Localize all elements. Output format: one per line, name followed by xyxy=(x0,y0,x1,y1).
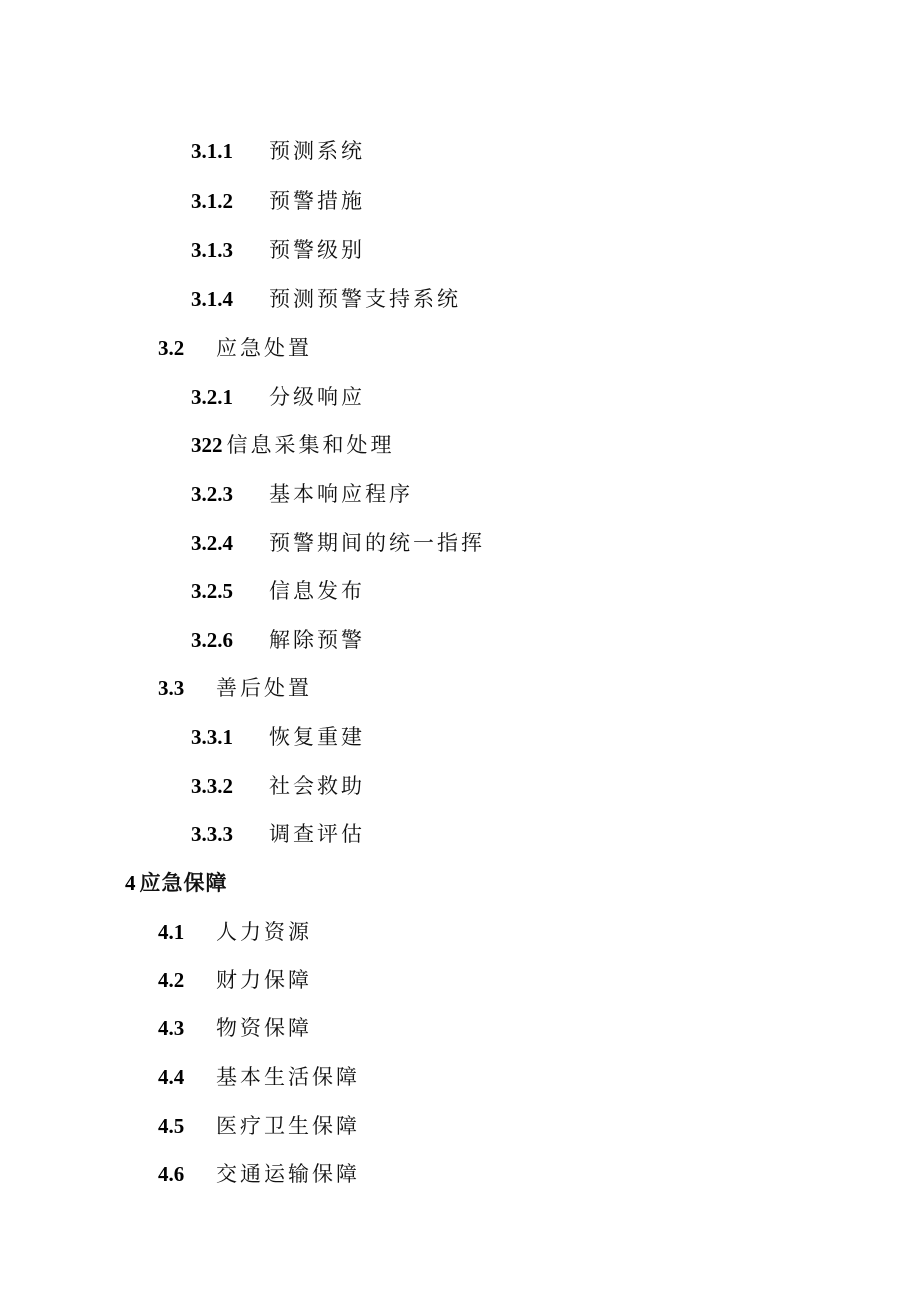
toc-item-title: 人力资源 xyxy=(216,920,312,944)
toc-item-4-3 xyxy=(158,1013,312,1043)
toc-item-title: 应急保障 xyxy=(139,871,228,895)
toc-item-4 xyxy=(125,868,228,898)
toc-item-number: 3.1.3 xyxy=(191,238,233,262)
toc-item-number: 4.2 xyxy=(158,968,185,992)
toc-item-3-2-3 xyxy=(191,479,413,509)
toc-item-number: 3.2.6 xyxy=(191,628,233,652)
toc-item-4-6 xyxy=(158,1159,360,1189)
toc-item-number: 4.1 xyxy=(158,920,185,944)
toc-item-title: 社会救助 xyxy=(269,774,365,798)
toc-item-4-4 xyxy=(158,1062,360,1092)
toc-item-3-3 xyxy=(158,673,312,703)
toc-item-number: 3.3.2 xyxy=(191,774,233,798)
toc-item-4-5 xyxy=(158,1111,360,1141)
toc-item-3-2-5 xyxy=(191,576,365,606)
toc-item-3-3-1 xyxy=(191,722,365,752)
toc-item-number: 4.5 xyxy=(158,1114,185,1138)
toc-item-title: 预警期间的统一指挥 xyxy=(269,531,485,555)
toc-item-title: 医疗卫生保障 xyxy=(216,1114,360,1138)
toc-item-number: 4.6 xyxy=(158,1162,185,1186)
toc-item-title: 预警级别 xyxy=(269,238,365,262)
toc-item-3-1-3 xyxy=(191,235,365,265)
toc-item-number: 3.3.3 xyxy=(191,822,233,846)
toc-item-number: 4.4 xyxy=(158,1065,185,1089)
toc-item-number: 4.3 xyxy=(158,1016,185,1040)
toc-item-number: 3.2 xyxy=(158,336,185,360)
toc-item-3-2-1 xyxy=(191,382,365,412)
toc-item-3-2-6 xyxy=(191,625,365,655)
toc-item-3-1-1 xyxy=(191,136,365,166)
toc-item-number: 3.2.5 xyxy=(191,579,233,603)
toc-item-4-1 xyxy=(158,917,312,947)
toc-item-title: 预测预警支持系统 xyxy=(269,287,461,311)
toc-item-title: 物资保障 xyxy=(216,1016,312,1040)
toc-item-title: 基本生活保障 xyxy=(216,1065,360,1089)
toc-item-title: 应急处置 xyxy=(216,336,312,360)
toc-item-3-2 xyxy=(158,333,312,363)
toc-item-title: 善后处置 xyxy=(216,676,312,700)
toc-item-title: 解除预警 xyxy=(269,628,365,652)
toc-item-title: 恢复重建 xyxy=(269,725,365,749)
toc-item-title: 信息采集和处理 xyxy=(226,433,395,457)
toc-item-number: 3.3.1 xyxy=(191,725,233,749)
toc-item-number: 3.1.4 xyxy=(191,287,233,311)
toc-item-title: 财力保障 xyxy=(216,968,312,992)
toc-item-3-1-4 xyxy=(191,284,461,314)
toc-item-number: 3.3 xyxy=(158,676,185,700)
toc-item-title: 分级响应 xyxy=(269,385,365,409)
toc-item-number: 3.1.1 xyxy=(191,139,233,163)
toc-item-number: 322 xyxy=(191,433,223,457)
toc-item-title: 预警措施 xyxy=(269,189,365,213)
toc-item-number: 3.2.1 xyxy=(191,385,233,409)
toc-item-3-2-4 xyxy=(191,528,485,558)
toc-item-title: 调查评估 xyxy=(269,822,365,846)
toc-item-title: 交通运输保障 xyxy=(216,1162,360,1186)
toc-item-3-1-2 xyxy=(191,186,365,216)
toc-item-title: 基本响应程序 xyxy=(269,482,413,506)
toc-item-3-2-2 xyxy=(191,430,395,460)
toc-item-number: 3.2.3 xyxy=(191,482,233,506)
toc-item-3-3-3 xyxy=(191,819,365,849)
toc-item-number: 4 xyxy=(125,871,136,895)
toc-item-number: 3.1.2 xyxy=(191,189,233,213)
toc-item-3-3-2 xyxy=(191,771,365,801)
toc-item-4-2 xyxy=(158,965,312,995)
toc-item-number: 3.2.4 xyxy=(191,531,233,555)
toc-item-title: 信息发布 xyxy=(269,579,365,603)
toc-item-title: 预测系统 xyxy=(269,139,365,163)
